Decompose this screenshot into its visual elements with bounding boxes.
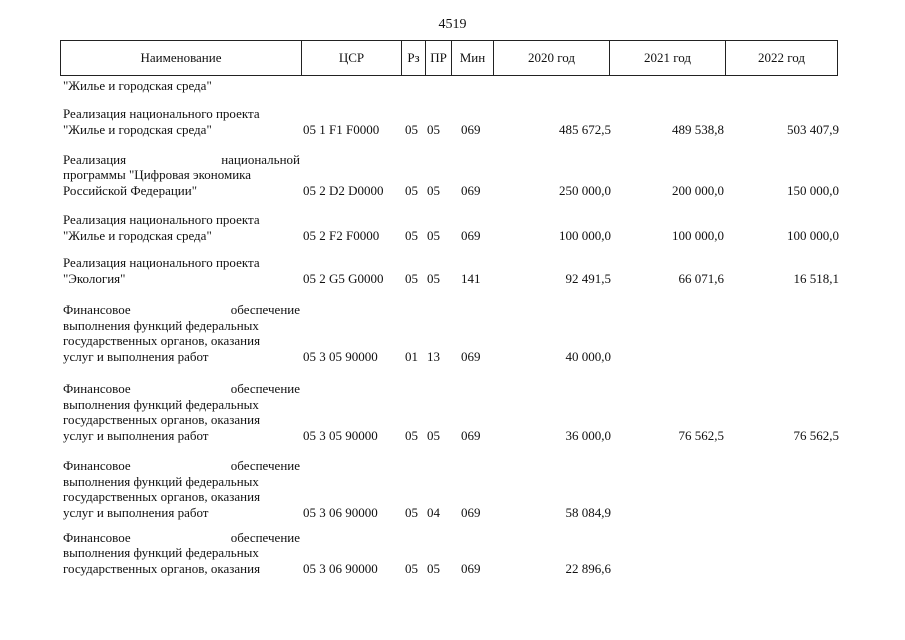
- row-name: [63, 530, 300, 577]
- row-name-line: Финансовое обеспечение: [63, 529, 300, 545]
- row-pr: 05: [427, 182, 440, 198]
- row-csr: 05 3 06 90000: [303, 560, 378, 576]
- row-name-line: "Жилье и городская среда": [63, 227, 212, 243]
- row-name-line: услуг и выполнения работ: [63, 504, 209, 520]
- header-name: Наименование: [140, 50, 222, 65]
- row-csr: 05 3 05 90000: [303, 427, 378, 443]
- row-min: 069: [461, 121, 481, 137]
- row-name-line: услуг и выполнения работ: [63, 427, 209, 443]
- row-value-2022: 100 000,0: [787, 227, 839, 243]
- row-name-line: выполнения функций федеральных: [63, 396, 259, 412]
- row-value-2020: 36 000,0: [565, 427, 611, 443]
- row-value-2020: 22 896,6: [565, 560, 611, 576]
- row-pr: 05: [427, 427, 440, 443]
- row-name: [63, 381, 300, 443]
- row-value-2020: 40 000,0: [565, 348, 611, 364]
- row-min: 069: [461, 560, 481, 576]
- row-pr: 04: [427, 504, 440, 520]
- row-min: 069: [461, 427, 481, 443]
- row-value-2020: 92 491,5: [565, 270, 611, 286]
- row-value-2021: 489 538,8: [672, 121, 724, 137]
- table-header: [60, 40, 838, 76]
- row-min: 069: [461, 504, 481, 520]
- row-name-line: государственных органов, оказания: [63, 489, 261, 504]
- row-csr: 05 2 G5 G0000: [303, 270, 384, 286]
- row-name-line: выполнения функций федеральных: [63, 545, 259, 560]
- page-number: 4519: [438, 17, 467, 32]
- row-name: [63, 212, 300, 243]
- row-value-2022: 76 562,5: [793, 427, 839, 443]
- row-value-2020: 250 000,0: [559, 182, 611, 198]
- row-pr: 13: [427, 348, 440, 364]
- row-value-2020: 58 084,9: [565, 504, 611, 520]
- row-csr: 05 1 F1 F0000: [303, 121, 380, 137]
- table-row: [0, 212, 905, 243]
- table-row: [0, 458, 905, 520]
- table-row: [0, 381, 905, 443]
- row-rz: 05: [405, 504, 418, 520]
- row-name: [63, 152, 300, 199]
- row-csr: 05 3 06 90000: [303, 504, 378, 520]
- row-name-line: выполнения функций федеральных: [63, 473, 259, 489]
- row-name-line: Реализация национального проекта: [63, 255, 260, 270]
- row-min: 069: [461, 348, 481, 364]
- row-name-line: Реализация национальной: [63, 151, 300, 167]
- header-2020: 2020 год: [493, 41, 609, 75]
- row-value-2022: 150 000,0: [787, 182, 839, 198]
- row-name-line: программы "Цифровая экономика: [63, 167, 252, 182]
- row-name-line: государственных органов, оказания: [63, 560, 261, 576]
- row-csr: 05 2 D2 D0000: [303, 182, 384, 198]
- row-value-2022: 16 518,1: [793, 270, 839, 286]
- header-pr: ПР: [425, 41, 451, 75]
- row-rz: 05: [405, 227, 418, 243]
- row-name-line: Реализация национального проекта: [63, 212, 260, 227]
- row-value-2020: 485 672,5: [559, 121, 611, 137]
- row-value-2021: 100 000,0: [672, 227, 724, 243]
- row-rz: 05: [405, 182, 418, 198]
- table-row: [0, 530, 905, 577]
- table-row: [0, 152, 905, 199]
- row-name-line: Финансовое обеспечение: [63, 302, 300, 317]
- row-name: [63, 106, 300, 137]
- row-rz: 01: [405, 348, 418, 364]
- table-row: [0, 255, 905, 286]
- row-min: 069: [461, 227, 481, 243]
- header-rz: Рз: [401, 41, 425, 75]
- row-value-2021: 76 562,5: [678, 427, 724, 443]
- row-name: [63, 255, 300, 286]
- continuation-text: "Жилье и городская среда": [63, 78, 212, 93]
- row-name-line: услуг и выполнения работ: [63, 348, 209, 364]
- row-name-line: Финансовое обеспечение: [63, 381, 300, 396]
- header-2021: 2021 год: [609, 41, 725, 75]
- row-pr: 05: [427, 560, 440, 576]
- row-name-line: Финансовое обеспечение: [63, 458, 300, 473]
- row-rz: 05: [405, 121, 418, 137]
- row-rz: 05: [405, 427, 418, 443]
- row-name-line: "Жилье и городская среда": [63, 121, 212, 137]
- header-2022: 2022 год: [725, 41, 837, 75]
- row-value-2020: 100 000,0: [559, 227, 611, 243]
- row-name-line: Реализация национального проекта: [63, 106, 260, 121]
- row-value-2021: 66 071,6: [678, 270, 724, 286]
- row-min: 069: [461, 182, 481, 198]
- row-rz: 05: [405, 560, 418, 576]
- table-row: [0, 302, 905, 364]
- row-csr: 05 2 F2 F0000: [303, 227, 380, 243]
- row-csr: 05 3 05 90000: [303, 348, 378, 364]
- row-name: [63, 302, 300, 364]
- row-rz: 05: [405, 270, 418, 286]
- row-name-line: государственных органов, оказания: [63, 333, 261, 348]
- row-name-line: государственных органов, оказания: [63, 412, 261, 427]
- row-value-2022: 503 407,9: [787, 121, 839, 137]
- row-value-2021: 200 000,0: [672, 182, 724, 198]
- row-name-line: Российской Федерации": [63, 182, 198, 198]
- header-min: Мин: [451, 41, 493, 75]
- row-name: [63, 458, 300, 520]
- header-csr: ЦСР: [301, 41, 401, 75]
- table-row: [0, 106, 905, 137]
- row-name-line: "Экология": [63, 270, 126, 286]
- row-pr: 05: [427, 227, 440, 243]
- row-name-line: выполнения функций федеральных: [63, 317, 259, 333]
- row-pr: 05: [427, 121, 440, 137]
- row-pr: 05: [427, 270, 440, 286]
- row-min: 141: [461, 270, 481, 286]
